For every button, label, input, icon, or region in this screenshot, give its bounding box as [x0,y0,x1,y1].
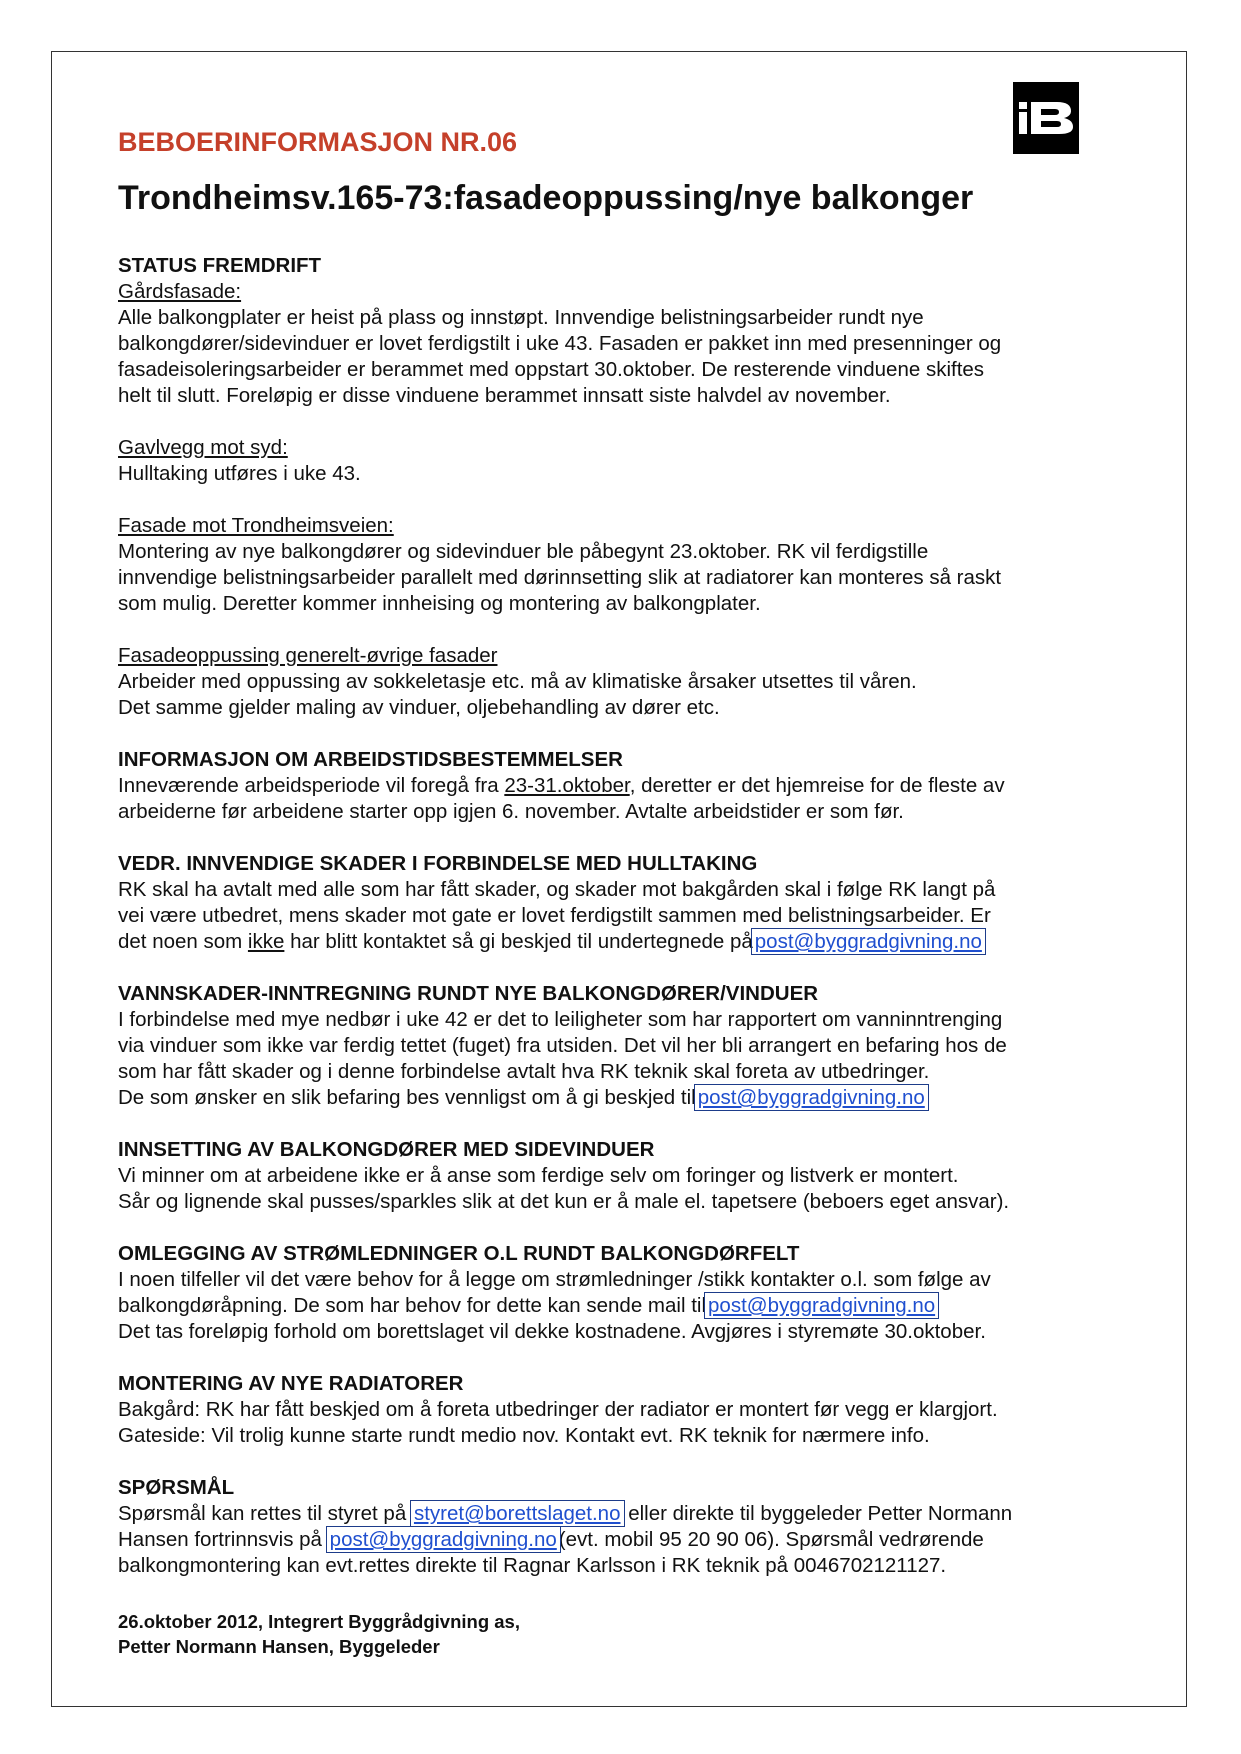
section-vannskader [118,981,1128,1111]
document-label: BEBOERINFORMASJON NR.06 [118,127,518,157]
subsection-heading: Gårdsfasade: [118,280,242,303]
email-link-post[interactable]: post@byggradgivning.no [754,930,982,953]
text-span: eller direkte til byggeleder Petter Normann [628,1502,1013,1525]
paragraph-line: fasadeisoleringsarbeider er berammet med oppstart 30.oktober. De resterende vinduene skiftes [118,358,985,381]
paragraph-line: balkongdører/sidevinduer er lovet ferdigstilt i uke 43. Fasaden er pakket inn med presenninger og [118,332,1002,355]
subsection-generelt [118,643,1128,721]
email-link-styret[interactable]: styret@borettslaget.no [413,1502,621,1525]
section-heading: SPØRSMÅL [118,1476,235,1499]
section-heading: INFORMASJON OM ARBEIDSTIDSBESTEMMELSER [118,748,623,771]
subsection-gavlvegg [118,435,1128,487]
paragraph-line [118,1501,1128,1527]
section-innsetting [118,1137,1128,1215]
document-body [118,253,1128,1659]
paragraph-line: arbeiderne før arbeidene starter opp igjen 6. november. Avtalte arbeidstider er som før. [118,800,904,823]
section-heading: INNSETTING AV BALKONGDØRER MED SIDEVINDUER [118,1138,655,1161]
paragraph-line: Alle balkongplater er heist på plass og innstøpt. Innvendige belistningsarbeider rundt nye [118,306,924,329]
footer-line: Petter Normann Hansen, Byggeleder [118,1636,440,1657]
email-link-post[interactable]: post@byggradgivning.no [697,1086,925,1109]
paragraph-line: RK skal ha avtalt med alle som har fått skader, og skader mot bakgården skal i følge RK langt på [118,878,996,901]
paragraph-line: Montering av nye balkongdører og sidevinduer ble påbegynt 23.oktober. RK vil ferdigstille [118,540,929,563]
paragraph-line: Det samme gjelder maling av vinduer, oljebehandling av dører etc. [118,696,720,719]
paragraph-line: Gateside: Vil trolig kunne starte rundt medio nov. Kontakt evt. RK teknik for nærmere info. [118,1424,930,1447]
section-skader [118,851,1128,955]
signature-footer [118,1609,1128,1659]
subsection-heading: Gavlvegg mot syd: [118,436,288,459]
subsection-heading: Fasadeoppussing generelt-øvrige fasader [118,644,498,667]
text-span: , deretter er det hjemreise for de fleste av [629,774,1005,797]
document-content [118,126,1128,1659]
subsection-gardsfasade [118,279,1128,409]
paragraph-line: I noen tilfeller vil det være behov for å legge om strømledninger /stikk kontakter o.l. som følge av [118,1268,991,1291]
text-span: Inneværende arbeidsperiode vil foregå fra [118,774,505,797]
text-span: balkongdøråpning. De som har behov for dette kan sende mail til [118,1294,707,1317]
subsection-heading: Fasade mot Trondheimsveien: [118,514,394,537]
paragraph-line: via vinduer som ikke var ferdig tettet (fuget) fra utsiden. Det vil her bli arrangert en befaring hos de [118,1034,1007,1057]
text-span: Hansen fortrinnsvis på [118,1528,322,1551]
section-radiatorer [118,1371,1128,1449]
section-heading: MONTERING AV NYE RADIATORER [118,1372,464,1395]
date-range: 23-31.oktober [504,774,630,797]
text-span: har blitt kontaktet så gi beskjed til undertegnede på [284,930,753,953]
email-link-post[interactable]: post@byggradgivning.no [708,1294,936,1317]
section-heading: OMLEGGING AV STRØMLEDNINGER O.L RUNDT BALKONGDØRFELT [118,1242,800,1265]
paragraph-line: helt til slutt. Foreløpig er disse vinduene berammet innsatt siste halvdel av november. [118,384,891,407]
paragraph-line [118,1085,1128,1111]
subsection-trondheimsveien [118,513,1128,617]
paragraph-line [118,773,1128,799]
section-heading: VEDR. INNVENDIGE SKADER I FORBINDELSE MED HULLTAKING [118,852,758,875]
emphasis-ikke: ikke [247,930,285,953]
paragraph-line: Hulltaking utføres i uke 43. [118,462,361,485]
paragraph-line: vei være utbedret, mens skader mot gate er lovet ferdigstilt sammen med belistningsarbeider. Er [118,904,991,927]
paragraph-line: Det tas foreløpig forhold om borettslaget vil dekke kostnadene. Avgjøres i styremøte 30.oktober. [118,1320,986,1343]
text-span: (evt. mobil 95 20 90 06). Spørsmål vedrørende [558,1528,984,1551]
section-heading: STATUS FREMDRIFT [118,254,322,277]
text-span: De som ønsker en slik befaring bes vennligst om å gi beskjed til [118,1086,696,1109]
section-arbeidstid [118,747,1128,825]
paragraph-line: Bakgård: RK har fått beskjed om å foreta utbedringer der radiator er montert før vegg er klargjort. [118,1398,998,1421]
paragraph-line: Vi minner om at arbeidene ikke er å anse som ferdige selv om foringer og listverk er montert. [118,1164,959,1187]
paragraph-line [118,929,1128,955]
email-link-post[interactable]: post@byggradgivning.no [329,1528,557,1551]
paragraph-line: Sår og lignende skal pusses/sparkles slik at det kun er å male el. tapetsere (beboers eget ansvar). [118,1190,1010,1213]
paragraph-line: som har fått skader og i denne forbindelse avtalt hva RK teknik skal foreta av utbedringer. [118,1060,930,1083]
section-status [118,253,1128,721]
section-sporsmal [118,1475,1128,1579]
paragraph-line [118,1293,1128,1319]
paragraph-line: I forbindelse med mye nedbør i uke 42 er det to leiligheter som har rapportert om vanninntrenging [118,1008,1003,1031]
text-span: det noen som [118,930,248,953]
text-span: Spørsmål kan rettes til styret på [118,1502,407,1525]
document-title: Trondheimsv.165-73:fasadeoppussing/nye balkonger [118,179,974,217]
section-omlegging [118,1241,1128,1345]
footer-line: 26.oktober 2012, Integrert Byggrådgivning as, [118,1611,520,1632]
paragraph-line [118,1527,1128,1553]
paragraph-line: innvendige belistningsarbeider parallelt med dørinnsetting slik at radiatorer kan monteres så raskt [118,566,1002,589]
section-heading: VANNSKADER-INNTREGNING RUNDT NYE BALKONGDØRER/VINDUER [118,982,819,1005]
paragraph-line: Arbeider med oppussing av sokkeletasje etc. må av klimatiske årsaker utsettes til våren. [118,670,917,693]
paragraph-line: som mulig. Deretter kommer innheising og montering av balkongplater. [118,592,761,615]
paragraph-line: balkongmontering kan evt.rettes direkte til Ragnar Karlsson i RK teknik på 0046702121127. [118,1554,947,1577]
